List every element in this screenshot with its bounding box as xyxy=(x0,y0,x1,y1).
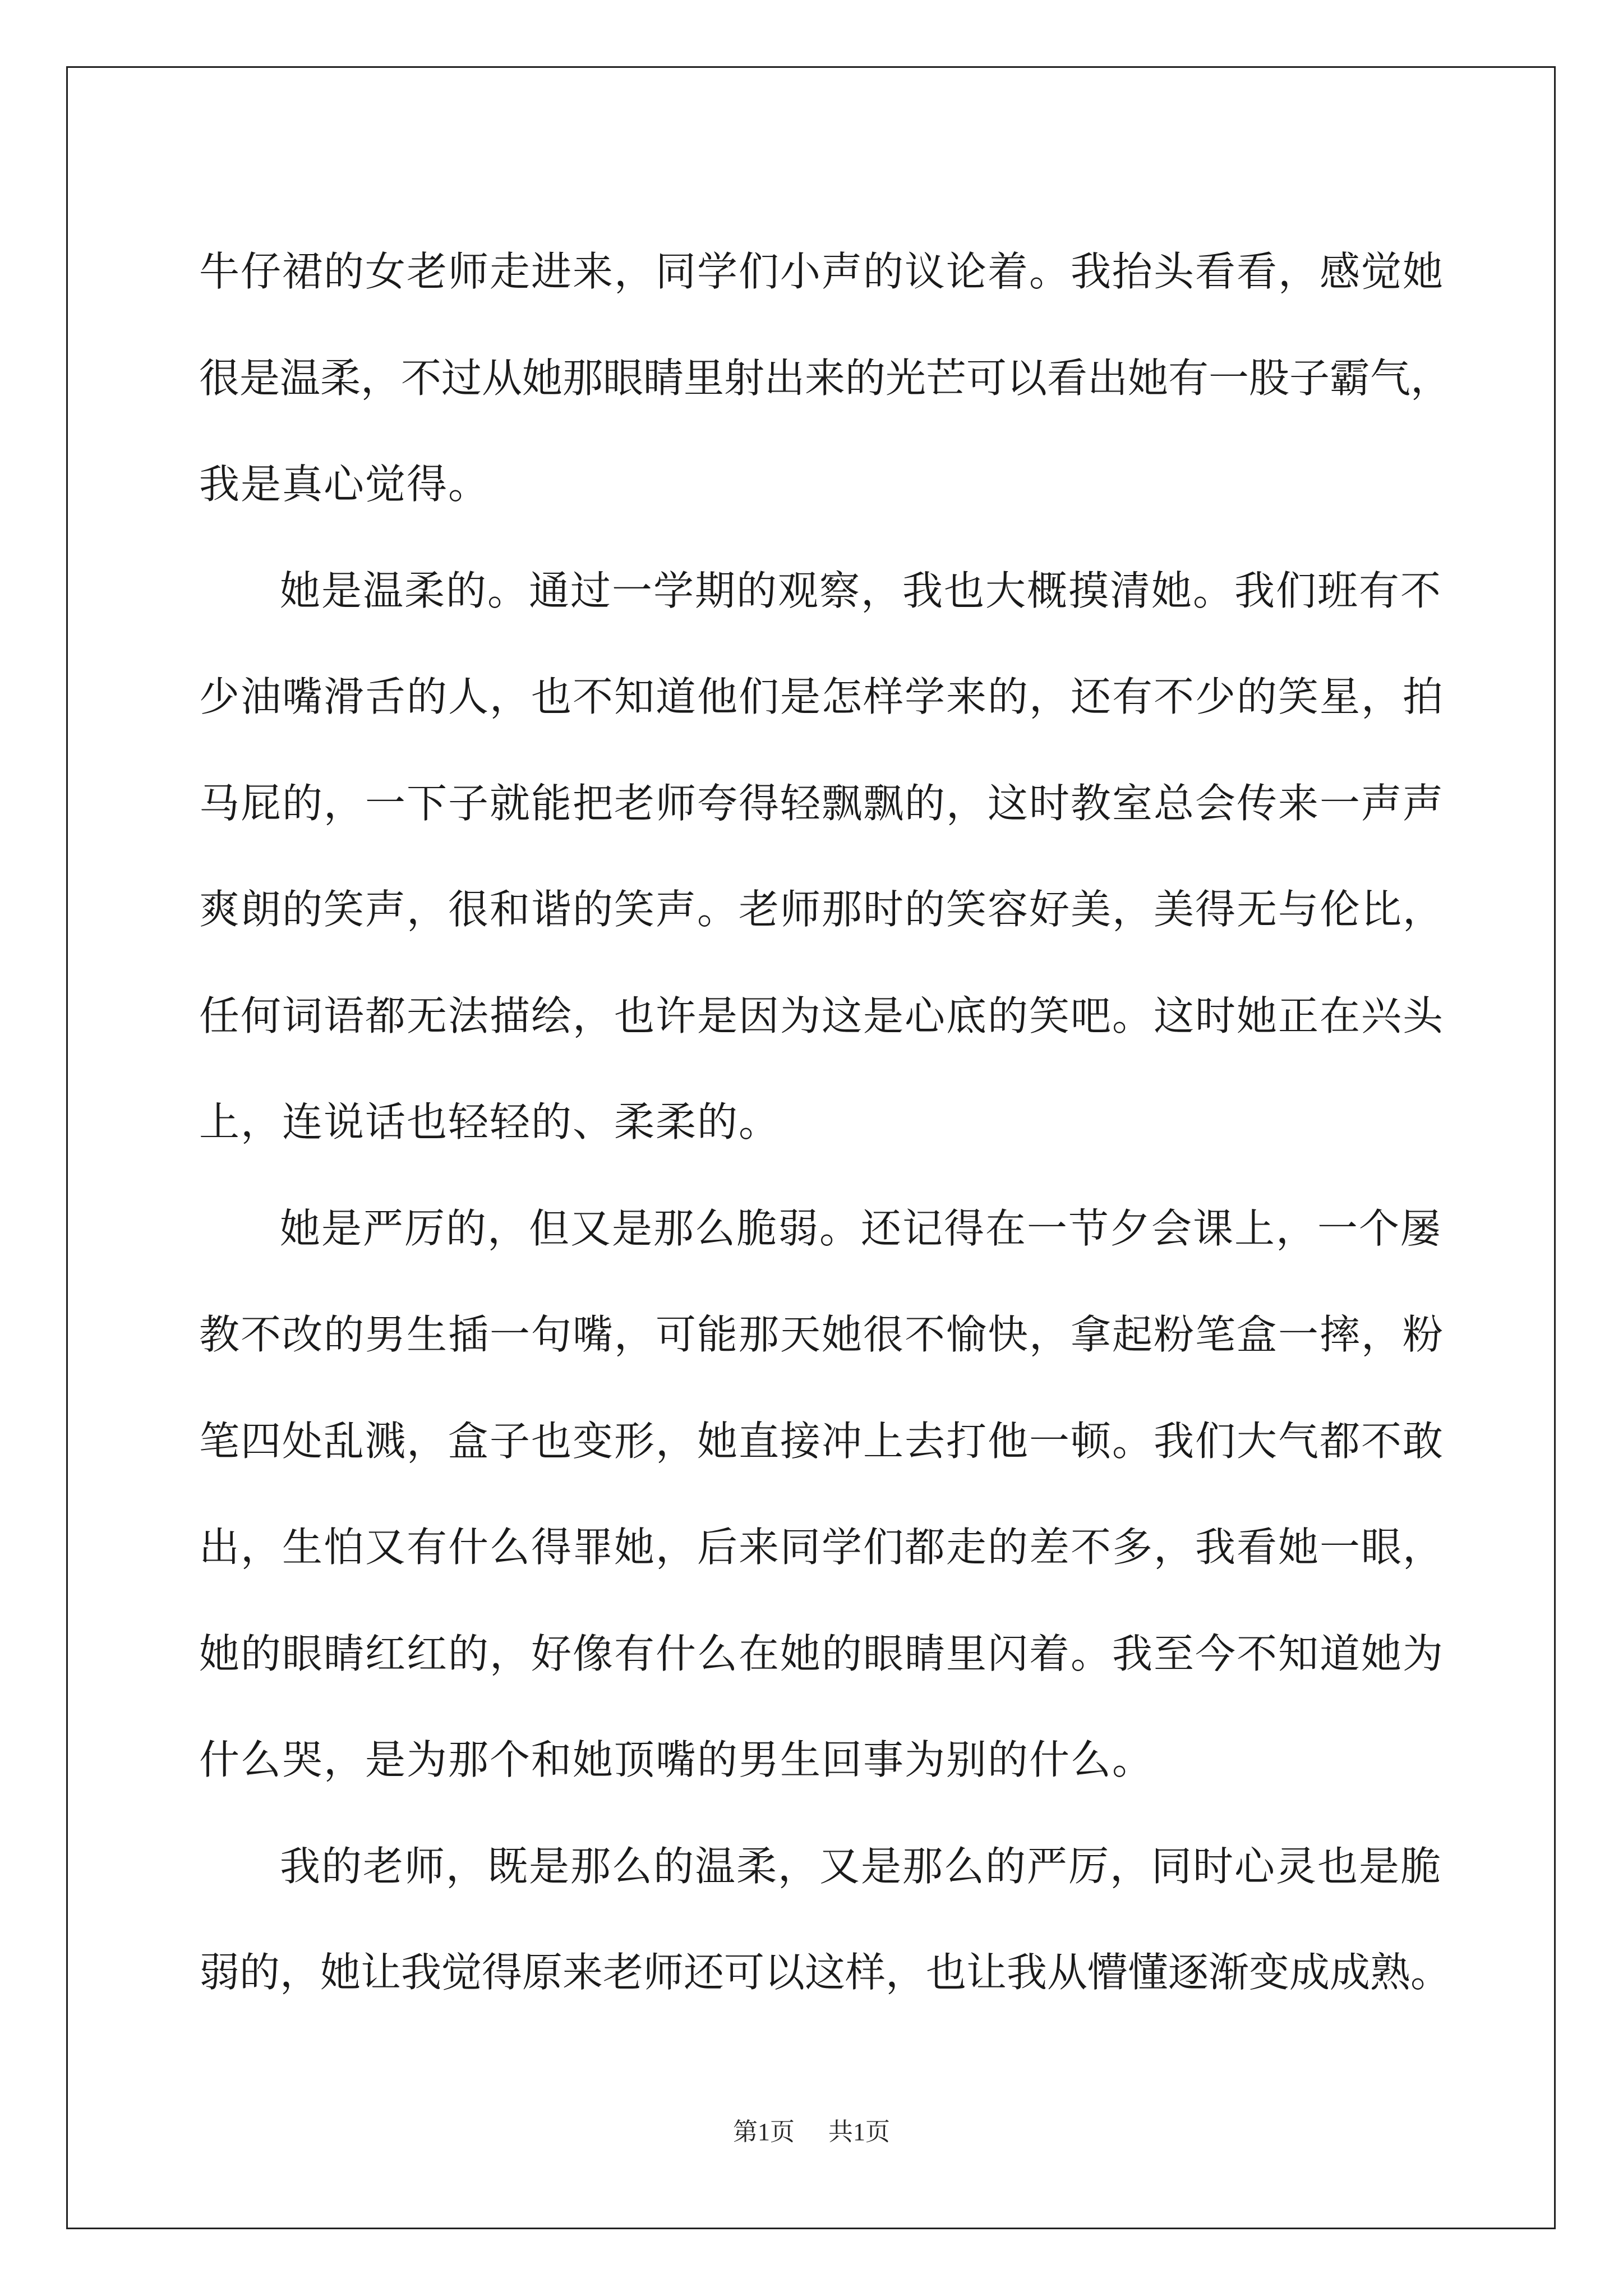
text-line: 很是温柔，不过从她那眼睛里射出来的光芒可以看出她有一股子霸气， xyxy=(199,354,1451,402)
page-footer xyxy=(0,2115,1623,2149)
text-line: 她的眼睛红红的，好像有什么在她的眼睛里闪着。我至今不知道她为 xyxy=(199,1630,1445,1677)
text-line: 爽朗的笑声，很和谐的笑声。老师那时的笑容好美，美得无与伦比， xyxy=(199,886,1445,933)
text-line: 教不改的男生插一句嘴，可能那天她很不愉快，拿起粉笔盒一摔，粉 xyxy=(199,1311,1445,1358)
text-line: 我的老师，既是那么的温柔，又是那么的严厉，同时心灵也是脆 xyxy=(280,1842,1442,1890)
paragraph-2 xyxy=(199,538,1445,1176)
text-line: 牛仔裙的女老师走进来，同学们小声的议论着。我抬头看看，感觉她 xyxy=(199,248,1445,295)
text-line: 出，生怕又有什么得罪她，后来同学们都走的差不多，我看她一眼， xyxy=(199,1524,1445,1571)
paragraph-4 xyxy=(199,1814,1451,2026)
text-line: 笔四处乱溅，盒子也变形，她直接冲上去打他一顿。我们大气都不敢 xyxy=(199,1417,1445,1465)
document-body xyxy=(199,219,1451,2026)
text-line: 弱的，她让我觉得原来老师还可以这样，也让我从懵懂逐渐变成成熟。 xyxy=(199,1949,1451,1996)
text-line: 马屁的，一下子就能把老师夸得轻飘飘的，这时教室总会传来一声声 xyxy=(199,779,1445,827)
text-line: 上，连说话也轻轻的、柔柔的。 xyxy=(199,1098,781,1145)
page-total: 共1页 xyxy=(828,2118,890,2146)
paragraph-3 xyxy=(199,1176,1445,1814)
text-line: 她是严厉的，但又是那么脆弱。还记得在一节夕会课上，一个屡 xyxy=(280,1204,1442,1252)
text-line: 少油嘴滑舌的人，也不知道他们是怎样学来的，还有不少的笑星，拍 xyxy=(199,673,1445,720)
page-number: 第1页 xyxy=(733,2118,795,2146)
text-line: 她是温柔的。通过一学期的观察，我也大概摸清她。我们班有不 xyxy=(280,567,1442,614)
text-line: 什么哭，是为那个和她顶嘴的男生回事为别的什么。 xyxy=(199,1736,1154,1783)
text-line: 任何词语都无法描绘，也许是因为这是心底的笑吧。这时她正在兴头 xyxy=(199,992,1445,1039)
paragraph-1 xyxy=(199,219,1451,538)
text-line: 我是真心觉得。 xyxy=(199,461,490,508)
